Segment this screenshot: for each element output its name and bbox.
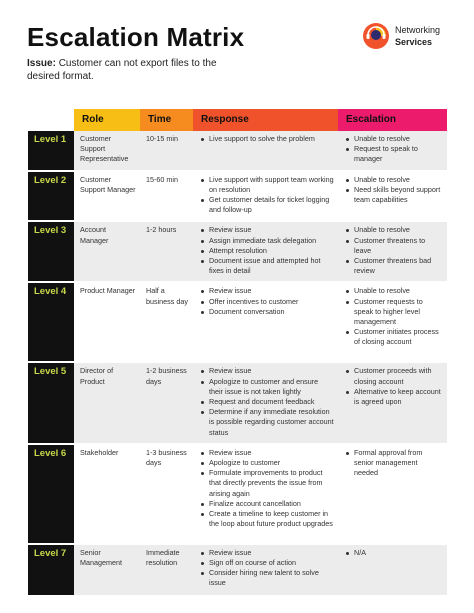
table-row: [28, 444, 447, 544]
level-label: Level 7: [28, 544, 74, 596]
response-item: Review issue: [199, 286, 334, 296]
response-item: Apologize to customer and ensure their issue is not taken lightly: [199, 377, 334, 397]
escalation-item: Request to speak to manager: [344, 144, 443, 164]
response-cell: [193, 544, 338, 596]
role-cell: Product Manager: [74, 282, 140, 362]
escalation-list: [344, 548, 443, 558]
headset-logo-icon: [362, 22, 390, 50]
level-label: Level 2: [28, 171, 74, 222]
response-item: Get customer details for ticket logging and follow-up: [199, 195, 334, 215]
response-item: Review issue: [199, 366, 334, 376]
escalation-item: Unable to resolve: [344, 225, 443, 235]
header-time: Time: [140, 109, 193, 131]
response-cell: [193, 444, 338, 544]
table-row: [28, 171, 447, 222]
level-label: Level 3: [28, 221, 74, 282]
header-escalation: Escalation: [338, 109, 447, 131]
response-item: Review issue: [199, 548, 334, 558]
escalation-list: [344, 448, 443, 479]
escalation-item: Need skills beyond support team capabilities: [344, 185, 443, 205]
response-item: Offer incentives to customer: [199, 297, 334, 307]
response-item: Review issue: [199, 225, 334, 235]
time-cell: 1-3 business days: [140, 444, 193, 544]
response-list: [199, 175, 334, 216]
response-list: [199, 366, 334, 437]
escalation-cell: [338, 171, 447, 222]
issue-text: Customer can not export files to the desired format.: [27, 58, 217, 82]
escalation-cell: [338, 221, 447, 282]
table-body: [28, 131, 447, 596]
escalation-item: Customer proceeds with closing account: [344, 366, 443, 386]
time-cell: 1-2 business days: [140, 362, 193, 443]
escalation-cell: [338, 444, 447, 544]
response-item: Formulate improvements to product that directly prevents the issue from arising again: [199, 468, 334, 499]
escalation-item: Unable to resolve: [344, 286, 443, 296]
header-response: Response: [193, 109, 338, 131]
level-label: Level 1: [28, 131, 74, 171]
issue-statement: [27, 57, 217, 83]
page-title: Escalation Matrix: [27, 22, 245, 52]
escalation-cell: [338, 131, 447, 171]
response-item: Assign immediate task delegation: [199, 236, 334, 246]
response-list: [199, 225, 334, 276]
response-item: Document conversation: [199, 307, 334, 317]
table-row: [28, 282, 447, 362]
brand: [362, 22, 440, 50]
response-item: Review issue: [199, 448, 334, 458]
time-cell: Half a business day: [140, 282, 193, 362]
response-cell: [193, 362, 338, 443]
table-row: [28, 131, 447, 171]
brand-name: [395, 24, 440, 48]
escalation-list: [344, 286, 443, 347]
escalation-item: Unable to resolve: [344, 134, 443, 144]
time-cell: Immediate resolution: [140, 544, 193, 596]
response-item: Apologize to customer: [199, 458, 334, 468]
level-label: Level 5: [28, 362, 74, 443]
escalation-list: [344, 225, 443, 276]
table-header-row: [28, 109, 447, 131]
table-row: [28, 221, 447, 282]
table-row: [28, 362, 447, 443]
response-list: [199, 548, 334, 589]
header-level: [28, 109, 74, 131]
escalation-item: Customer threatens to leave: [344, 236, 443, 256]
escalation-list: [344, 175, 443, 206]
role-cell: Customer Support Manager: [74, 171, 140, 222]
response-cell: [193, 221, 338, 282]
time-cell: 1-2 hours: [140, 221, 193, 282]
response-item: Live support to solve the problem: [199, 134, 334, 144]
escalation-table: [28, 109, 447, 597]
escalation-cell: [338, 544, 447, 596]
escalation-cell: [338, 282, 447, 362]
time-cell: 10-15 min: [140, 131, 193, 171]
table-row: [28, 544, 447, 596]
role-cell: Senior Management: [74, 544, 140, 596]
response-item: Request and document feedback: [199, 397, 334, 407]
role-cell: Account Manager: [74, 221, 140, 282]
response-item: Sign off on course of action: [199, 558, 334, 568]
escalation-list: [344, 134, 443, 165]
response-item: Finalize account cancellation: [199, 499, 334, 509]
response-list: [199, 134, 334, 144]
response-item: Consider hiring new talent to solve issue: [199, 568, 334, 588]
brand-line2: Services: [395, 37, 433, 47]
level-label: Level 4: [28, 282, 74, 362]
escalation-item: Unable to resolve: [344, 175, 443, 185]
issue-label: Issue:: [27, 58, 56, 69]
header-role: Role: [74, 109, 140, 131]
escalation-cell: [338, 362, 447, 443]
escalation-item: Alternative to keep account is agreed upon: [344, 387, 443, 407]
response-item: Document issue and attempted hot fixes in detail: [199, 256, 334, 276]
escalation-item: N/A: [344, 548, 443, 558]
time-cell: 15-60 min: [140, 171, 193, 222]
response-item: Attempt resolution: [199, 246, 334, 256]
escalation-item: Customer threatens bad review: [344, 256, 443, 276]
response-item: Determine if any immediate resolution is possible regarding customer account status: [199, 407, 334, 438]
level-label: Level 6: [28, 444, 74, 544]
brand-line1: Networking: [395, 25, 441, 35]
role-cell: Stakeholder: [74, 444, 140, 544]
escalation-item: Formal approval from senior management needed: [344, 448, 443, 479]
escalation-item: Customer requests to speak to higher level management: [344, 297, 443, 328]
response-item: Create a timeline to keep customer in the loop about future product upgrades: [199, 509, 334, 529]
response-list: [199, 448, 334, 530]
role-cell: Customer Support Representative: [74, 131, 140, 171]
escalation-list: [344, 366, 443, 407]
response-cell: [193, 171, 338, 222]
escalation-item: Customer initiates process of closing account: [344, 327, 443, 347]
response-list: [199, 286, 334, 317]
response-cell: [193, 131, 338, 171]
response-item: Live support with support team working on resolution: [199, 175, 334, 195]
response-cell: [193, 282, 338, 362]
role-cell: Director of Product: [74, 362, 140, 443]
